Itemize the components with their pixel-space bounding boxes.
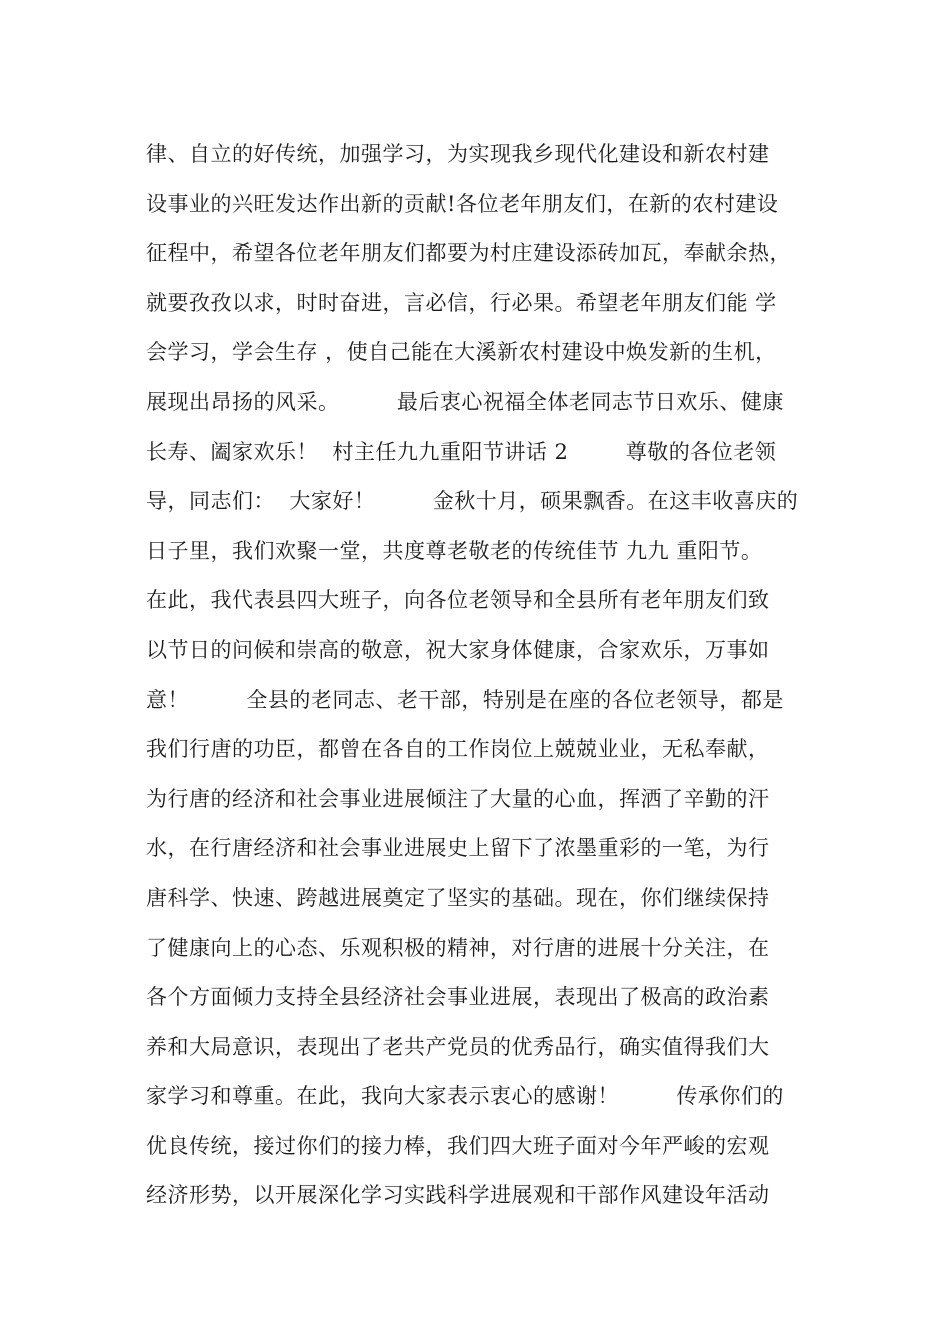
text-line: 意！ 全县的老同志、老干部，特别是在座的各位老领导，都是 xyxy=(146,687,784,712)
text-line: 导，同志们： 大家好！ 金秋十月，硕果飘香。在这丰收喜庆的 xyxy=(146,489,799,514)
text-line: 会学习，学会生存 ，使自己能在大溪新农村建设中焕发新的生机， xyxy=(146,340,777,365)
text-line: 了健康向上的心态、乐观积极的精神，对行唐的进展十分关注，在 xyxy=(146,935,770,960)
text-line: 优良传统，接过你们的接力棒，我们四大班子面对今年严峻的宏观 xyxy=(146,1133,770,1158)
body-text xyxy=(146,130,836,1221)
text-line: 经济形势，以开展深化学习实践科学进展观和干部作风建设年活动 xyxy=(146,1183,770,1208)
text-line: 唐科学、快速、跨越进展奠定了坚实的基础。现在，你们继续保持 xyxy=(146,885,770,910)
text-line: 以节日的问候和崇高的敬意，祝大家身体健康，合家欢乐，万事如 xyxy=(146,637,770,662)
text-line: 展现出昂扬的风采。 最后衷心祝福全体老同志节日欢乐、健康 xyxy=(146,389,784,414)
text-line: 家学习和尊重。在此，我向大家表示衷心的感谢！ 传承你们的 xyxy=(146,1084,784,1109)
text-line: 征程中，希望各位老年朋友们都要为村庄建设添砖加瓦，奉献余热， xyxy=(146,241,791,266)
text-line: 为行唐的经济和社会事业进展倾注了大量的心血，挥洒了辛勤的汗 xyxy=(146,786,770,811)
text-line: 日子里，我们欢聚一堂，共度尊老敬老的传统佳节 九九 重阳节。 xyxy=(146,538,763,563)
text-line: 就要孜孜以求，时时奋进，言必信，行必果。希望老年朋友们能 学 xyxy=(146,290,777,315)
text-line: 律、自立的好传统，加强学习，为实现我乡现代化建设和新农村建 xyxy=(146,142,770,166)
text-line: 水，在行唐经济和社会事业进展史上留下了浓墨重彩的一笔，为行 xyxy=(146,836,770,861)
text-line: 设事业的兴旺发达作出新的贡献!各位老年朋友们，在新的农村建设 xyxy=(146,191,779,216)
text-line: 长寿、阖家欢乐！ 村主任九九重阳节讲话 2 尊敬的各位老领 xyxy=(146,439,777,464)
text-line: 养和大局意识，表现出了老共产党员的优秀品行，确实值得我们大 xyxy=(146,1034,770,1059)
text-line: 在此，我代表县四大班子，向各位老领导和全县所有老年朋友们致 xyxy=(146,588,770,613)
text-line: 各个方面倾力支持全县经济社会事业进展，表现出了极高的政治素 xyxy=(146,985,770,1010)
text-line: 我们行唐的功臣，都曾在各自的工作岗位上兢兢业业，无私奉献， xyxy=(146,737,770,762)
